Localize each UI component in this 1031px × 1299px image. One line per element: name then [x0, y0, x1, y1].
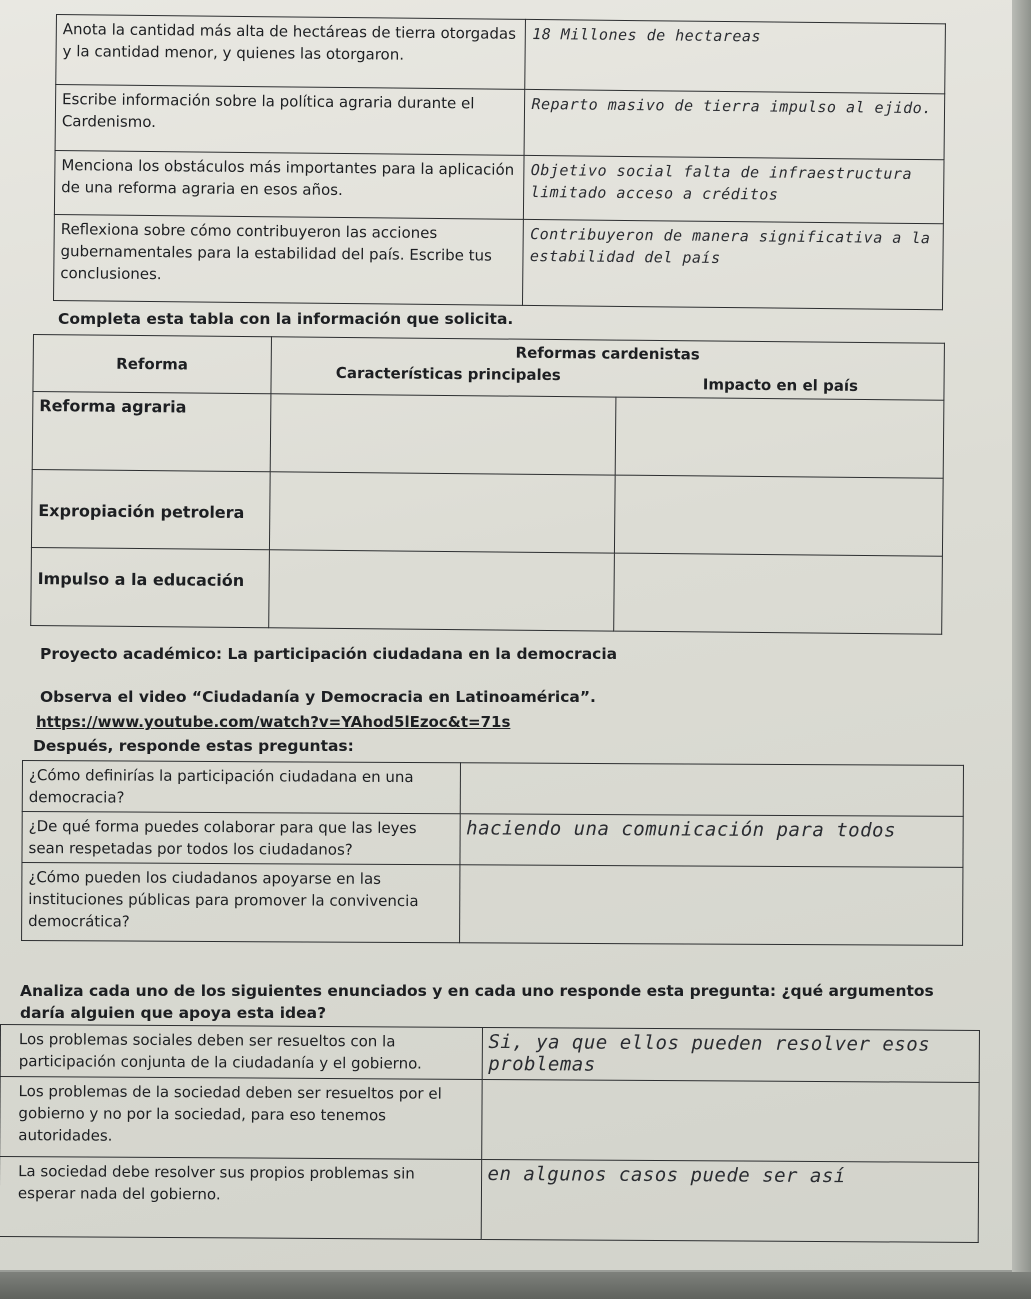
answer-cell[interactable]: en algunos casos puede ser así — [481, 1159, 979, 1242]
table-row — [54, 150, 944, 223]
section4-table — [0, 1024, 980, 1243]
answer-cell[interactable]: Si, ya que ellos pueden resolver esos problemas — [482, 1027, 980, 1082]
section3-instruction: Observa el video “Ciudadanía y Democracia en Latinoamérica”. — [40, 688, 596, 706]
question-cell: ¿Cómo definirías la participación ciudadana en una democracia? — [22, 761, 460, 814]
column-header-impacto: Impacto en el país — [702, 375, 859, 395]
table-row — [31, 547, 943, 634]
statement-cell: La sociedad debe resolver sus propios problemas sin esperar nada del gobierno. — [0, 1157, 481, 1240]
page-bottom-edge — [0, 1272, 1031, 1299]
section2-instruction: Completa esta tabla con la información que solicita. — [58, 310, 514, 328]
page-edge — [1012, 0, 1031, 1272]
answer-cell[interactable]: Contribuyeron de manera significativa a la estabilidad del país — [523, 219, 943, 309]
section3-table — [21, 760, 964, 946]
section3-followup: Después, responde estas preguntas: — [33, 737, 354, 755]
impacto-cell[interactable] — [614, 553, 942, 634]
reformas-table — [30, 334, 945, 635]
answer-cell[interactable]: Objetivo social falta de infraestructura limitado acceso a créditos — [524, 155, 944, 223]
section4-instruction: Analiza cada uno de los siguientes enunciados y en cada uno responde esta pregunta: ¿qué argumentos daría alguien que apoya esta idea? — [20, 982, 934, 1022]
table-title: Reformas cardenistas — [515, 343, 700, 364]
reforma-cell: Expropiación petrolera — [31, 469, 269, 549]
table-row — [31, 469, 943, 556]
statement-cell: Los problemas sociales deben ser resueltos con la participación conjunta de la ciudadanía y el gobierno. — [0, 1025, 482, 1080]
table-row — [56, 15, 946, 94]
table-header-row — [33, 335, 945, 401]
prompt-cell: Escribe información sobre la política agraria durante el Cardenismo. — [55, 85, 525, 156]
statement-cell: Los problemas de la sociedad deben ser resueltos por el gobierno y no por la sociedad, para eso tenemos autoridades. — [0, 1077, 482, 1160]
table-row — [53, 214, 943, 309]
impacto-cell[interactable] — [615, 475, 943, 556]
question-cell: ¿Cómo pueden los ciudadanos apoyarse en las instituciones públicas para promover la convivencia democrática? — [22, 863, 460, 943]
reforma-cell: Reforma agraria — [32, 392, 270, 472]
table-row — [22, 812, 963, 868]
caracteristicas-cell[interactable] — [268, 550, 614, 631]
reforma-cell: Impulso a la educación — [31, 547, 269, 627]
answer-cell[interactable]: haciendo una comunicación para todos — [459, 814, 963, 868]
prompt-cell: Reflexiona sobre cómo contribuyeron las acciones gubernamentales para la estabilidad del país. Escribe tus conclusiones. — [53, 214, 523, 305]
table-row — [0, 1025, 979, 1083]
section3-title: Proyecto académico: La participación ciudadana en la democracia — [40, 645, 618, 663]
column-header-reforma: Reforma — [33, 335, 271, 394]
answer-cell[interactable]: Reparto masivo de tierra impulso al ejido. — [524, 89, 944, 159]
answer-cell[interactable] — [460, 763, 964, 817]
table-row — [55, 85, 945, 160]
table-row — [0, 1157, 979, 1243]
prompt-cell: Anota la cantidad más alta de hectáreas de tierra otorgadas y la cantidad menor, y quienes las otorgaron. — [56, 15, 526, 90]
table-row — [22, 863, 963, 946]
answer-cell[interactable] — [481, 1079, 979, 1162]
answer-cell[interactable]: 18 Millones de hectareas — [525, 19, 945, 93]
table-row — [22, 761, 963, 817]
caracteristicas-cell[interactable] — [269, 472, 615, 553]
video-link[interactable]: https://www.youtube.com/watch?v=YAhod5lEzoc&t=71s — [36, 713, 511, 731]
table-title-cell — [271, 337, 945, 400]
column-header-caracteristicas: Características principales — [335, 363, 561, 385]
question-cell: ¿De qué forma puedes colaborar para que las leyes sean respetadas por todos los ciudadanos? — [22, 812, 460, 865]
caracteristicas-cell[interactable] — [270, 394, 616, 475]
impacto-cell[interactable] — [616, 397, 944, 478]
prompt-cell: Menciona los obstáculos más importantes para la aplicación de una reforma agraria en esos años. — [54, 150, 524, 219]
table-row — [32, 392, 944, 479]
answer-cell[interactable] — [459, 865, 963, 946]
table-row — [0, 1077, 979, 1163]
section1-table — [53, 14, 946, 310]
